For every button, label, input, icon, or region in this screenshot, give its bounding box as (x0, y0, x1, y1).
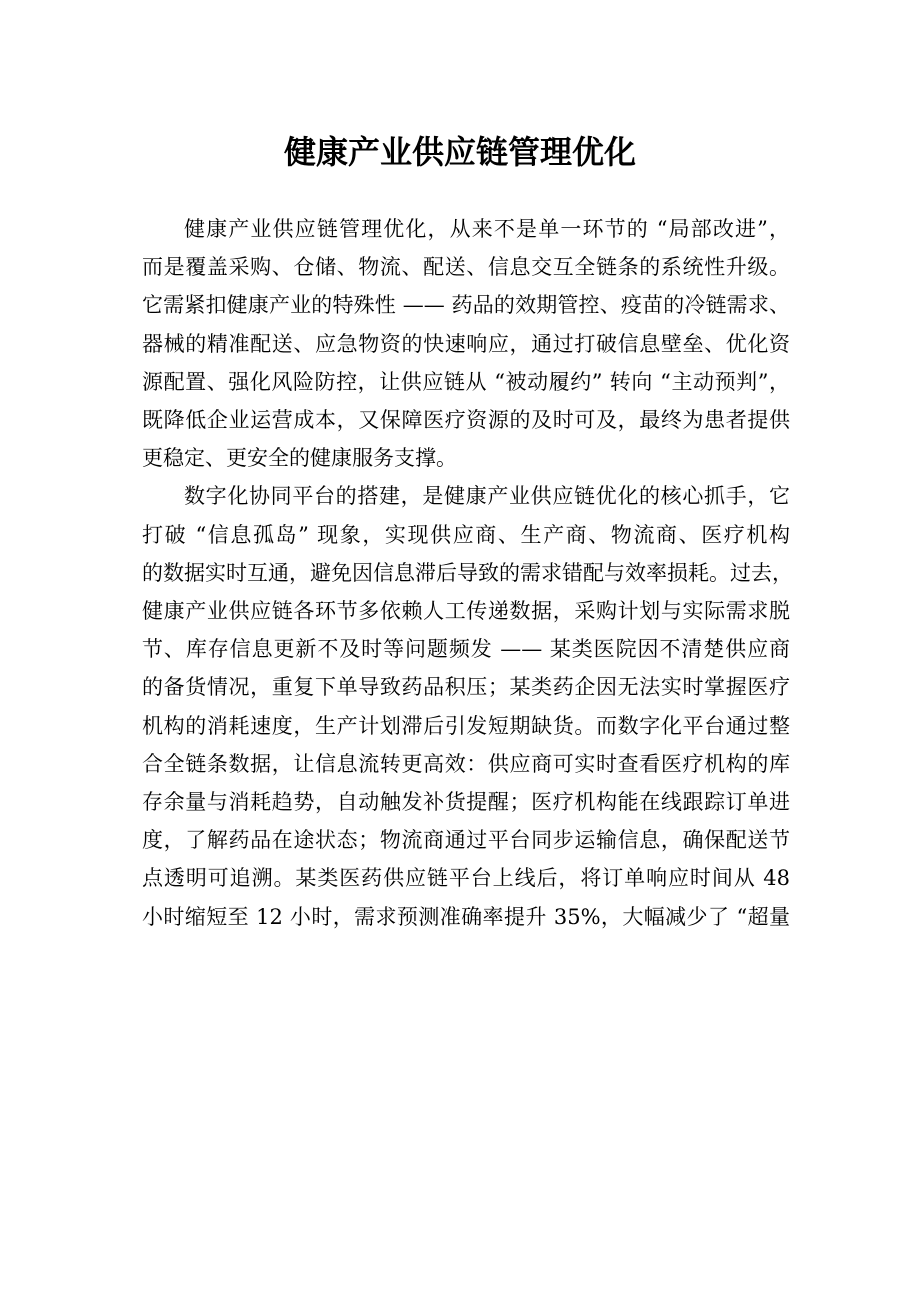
text-line: 的数据实时互通，避免因信息滞后导致的需求错配与效率损耗。过去， (142, 560, 793, 585)
text-line: 小时缩短至 12 小时，需求预测准确率提升 35%，大幅减少了 “超量 (142, 904, 790, 929)
text-line: 既降低企业运营成本，又保障医疗资源的及时可及，最终为患者提供 (142, 408, 790, 433)
text-line: 机构的消耗速度，生产计划滞后引发短期缺货。而数字化平台通过整 (142, 713, 790, 738)
text-line: 健康产业供应链各环节多依赖人工传递数据，采购计划与实际需求脱 (142, 599, 790, 624)
text-line: 而是覆盖采购、仓储、物流、配送、信息交互全链条的系统性升级。 (142, 255, 790, 280)
text-line: 器械的精准配送、应急物资的快速响应，通过打破信息壁垒、优化资 (142, 331, 790, 356)
text-line: 健康产业供应链管理优化，从来不是单一环节的 “局部改进”， (184, 217, 790, 241)
text-line: 数字化协同平台的搭建，是健康产业供应链优化的核心抓手，它 (184, 484, 790, 509)
text-line: 存余量与消耗趋势，自动触发补货提醒；医疗机构能在线跟踪订单进 (142, 790, 790, 815)
paragraph-2 (142, 477, 793, 935)
text-line: 源配置、强化风险防控，让供应链从 “被动履约” 转向 “主动预判”， (142, 369, 790, 394)
text-line: 它需紧扣健康产业的特殊性 —— 药品的效期管控、疫苗的冷链需求、 (142, 293, 790, 318)
text-line: 节、库存信息更新不及时等问题频发 —— 某类医院因不清楚供应商 (142, 637, 790, 662)
text-line: 度，了解药品在途状态；物流商通过平台同步运输信息，确保配送节 (142, 828, 790, 853)
document-title: 健康产业供应链管理优化 (283, 133, 636, 171)
text-line: 打破 “信息孤岛” 现象，实现供应商、生产商、物流商、医疗机构 (142, 522, 790, 547)
text-line: 的备货情况，重复下单导致药品积压；某类药企因无法实时掌握医疗 (142, 675, 790, 700)
document-body (142, 210, 793, 936)
paragraph-1 (142, 210, 790, 477)
text-line: 点透明可追溯。某类医药供应链平台上线后，将订单响应时间从 48 (142, 866, 790, 891)
text-line: 合全链条数据，让信息流转更高效：供应商可实时查看医疗机构的库 (142, 751, 790, 776)
text-line: 更稳定、更安全的健康服务支撑。 (142, 446, 457, 471)
